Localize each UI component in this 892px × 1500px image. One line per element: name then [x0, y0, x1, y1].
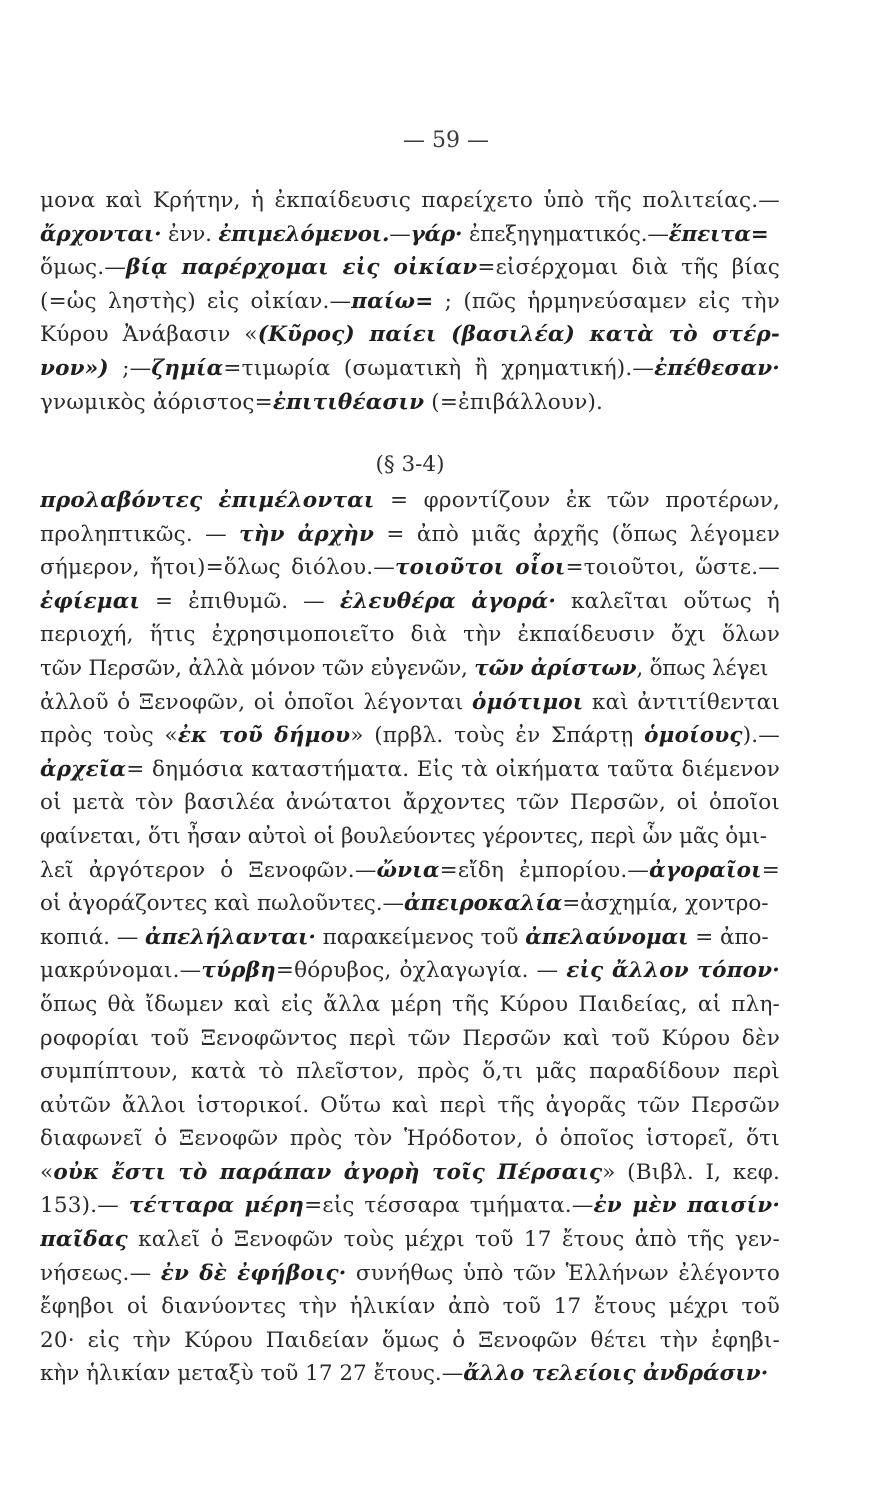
text-line: κὴν ἡλικίαν μεταξὺ τοῦ 17 27 ἔτους.—ἄλλο τελείοις ἀνδράσιν·	[40, 1361, 769, 1387]
text-line: λεῖ ἀργότερον ὁ Ξενοφῶν.—ὤνια=εἴδη ἐμπορίου.—ἀγοραῖοι=	[40, 857, 780, 883]
text-line: αὐτῶν ἄλλοι ἱστορικοί. Οὕτω καὶ περὶ τῆς ἀγορᾶς τῶν Περσῶν	[40, 1092, 780, 1118]
section-heading: (§ 3-4)	[375, 452, 445, 477]
text-line: ἀλλοῦ ὁ Ξενοφῶν, οἱ ὁποῖοι λέγονται ὁμότιμοι καὶ ἀντιτίθενται	[40, 689, 780, 715]
text-line: παῖδας καλεῖ ὁ Ξενοφῶν τοὺς μέχρι τοῦ 17 ἔτους ἀπὸ τῆς γεν-	[40, 1227, 780, 1253]
text-line: περιοχή, ἥτις ἐχρησιμοποιεῖτο διὰ τὴν ἐκπαίδευσιν ὄχι ὅλων	[40, 622, 780, 648]
text-line: οἱ μετὰ τὸν βασιλέα ἀνώτατοι ἄρχοντες τῶν Περσῶν, οἱ ὁποῖοι	[40, 790, 780, 816]
text-line: νήσεως.— ἐν δὲ ἐφήβοις· συνήθως ὑπὸ τῶν Ἑλλήνων ἐλέγοντο	[40, 1260, 780, 1286]
text-line: ἔφηβοι οἱ διανύοντες τὴν ἡλικίαν ἀπὸ τοῦ 17 ἔτους μέχρι τοῦ	[40, 1294, 780, 1320]
text-line: προληπτικῶς. — τὴν ἀρχὴν = ἀπὸ μιᾶς ἀρχῆς (ὅπως λέγομεν	[40, 521, 780, 547]
text-line: πρὸς τοὺς «ἐκ τοῦ δήμου» (πρβλ. τοὺς ἐν Σπάρτῃ ὁμοίους).—	[40, 723, 780, 749]
text-line: ἐφίεμαι = ἐπιθυμῶ. — ἐλευθέρα ἀγορά· καλεῖται οὕτως ἡ	[40, 588, 780, 614]
text-line: διαφωνεῖ ὁ Ξενοφῶν πρὸς τὸν Ἡρόδοτον, ὁ ὁποῖος ἱστορεῖ, ὅτι	[40, 1126, 780, 1152]
text-line: οἱ ἀγοράζοντες καὶ πωλοῦντες.—ἀπειροκαλία=ἀσχημία, χοντρο-	[40, 891, 769, 917]
commentary-block-section-3-4	[40, 484, 780, 1391]
text-line: (=ὡς ληστὴς) εἰς οἰκίαν.—παίω= ; (πῶς ἡρμηνεύσαμεν εἰς τὴν	[40, 288, 780, 314]
text-line: 153).— τέτταρα μέρη=εἰς τέσσαρα τμήματα.—ἐν μὲν παισίν·	[40, 1193, 780, 1219]
text-line: σήμερον, ἤτοι)=ὅλως διόλου.—τοιοῦτοι οἷοι=τοιοῦτοι, ὥστε.—	[40, 555, 780, 581]
text-line: τῶν Περσῶν, ἀλλὰ μόνον τῶν εὐγενῶν, τῶν ἀρίστων, ὅπως λέγει	[40, 655, 769, 681]
text-line: μακρύνομαι.—τύρβη=θόρυβος, ὀχλαγωγία. — εἰς ἄλλον τόπον·	[40, 958, 780, 984]
text-line: ροφορίαι τοῦ Ξενοφῶντος περὶ τῶν Περσῶν καὶ τοῦ Κύρου δὲν	[40, 1025, 780, 1051]
text-line: ὅπως θὰ ἴδωμεν καὶ εἰς ἄλλα μέρη τῆς Κύρου Παιδείας, αἱ πλη-	[40, 991, 780, 1017]
commentary-block-intro	[40, 184, 780, 419]
text-line: συμπίπτουν, κατὰ τὸ πλεῖστον, πρὸς ὅ,τι μᾶς παραδίδουν περὶ	[40, 1059, 780, 1085]
text-line: ἄρχονται· ἐνν. ἐπιμελόμενοι.—γάρ· ἐπεξηγηματικός.—ἔπειτα=	[40, 221, 769, 247]
page-number: — 59 —	[403, 128, 489, 153]
text-line: «οὐκ ἔστι τὸ παράπαν ἀγορὴ τοῖς Πέρσαις» (Βιβλ. Ι, κεφ.	[40, 1159, 780, 1185]
text-line: μονα καὶ Κρήτην, ἡ ἐκπαίδευσις παρείχετο ὑπὸ τῆς πολιτείας.—	[40, 188, 780, 213]
text-line: 20· εἰς τὴν Κύρου Παιδείαν ὅμως ὁ Ξενοφῶν θέτει τὴν ἐφηβι-	[40, 1327, 780, 1353]
text-line: προλαβόντες ἐπιμέλονται = φροντίζουν ἐκ τῶν προτέρων,	[40, 488, 780, 513]
text-line: νον») ;—ζημία=τιμωρία (σωματικὴ ἢ χρηματική).—ἐπέθεσαν·	[40, 355, 780, 381]
text-line: Κύρου Ἀνάβασιν «(Κῦρος) παίει (βασιλέα) κατὰ τὸ στέρ-	[40, 322, 780, 348]
text-line: φαίνεται, ὅτι ἦσαν αὐτοὶ οἱ βουλεύοντες γέροντες, περὶ ὧν μᾶς ὁμι-	[40, 823, 767, 849]
text-line: κοπιά. — ἀπελήλανται· παρακείμενος τοῦ ἀπελαύνομαι = ἀπο-	[40, 924, 769, 950]
text-line: ἀρχεῖα= δημόσια καταστήματα. Εἰς τὰ οἰκήματα ταῦτα διέμενον	[40, 756, 780, 782]
text-line: ὅμως.—βίᾳ παρέρχομαι εἰς οἰκίαν=εἰσέρχομαι διὰ τῆς βίας	[40, 255, 780, 281]
text-line: γνωμικὸς ἀόριστος=ἐπιτιθέασιν (=ἐπιβάλλουν).	[40, 389, 604, 415]
